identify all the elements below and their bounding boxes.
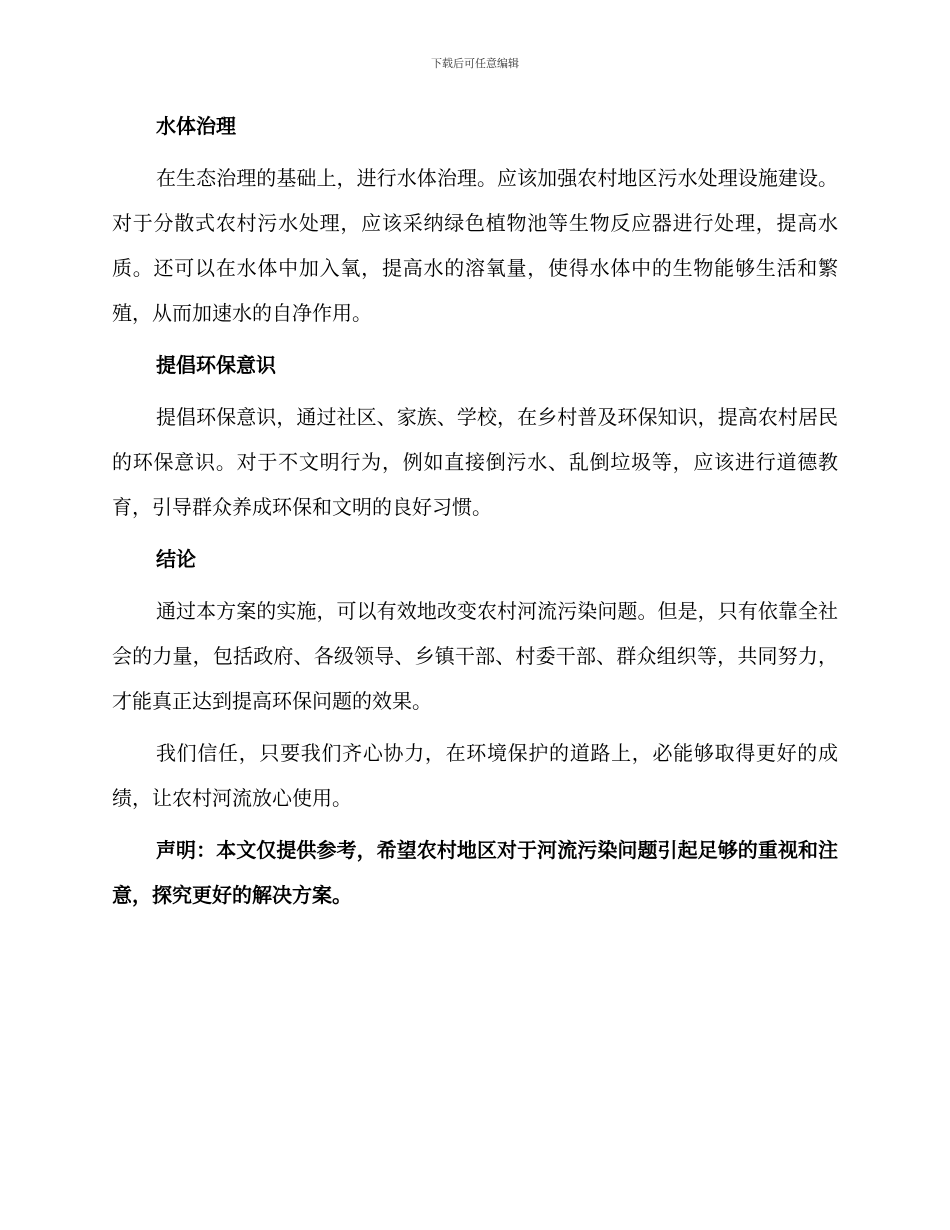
- page-header: 下载后可任意编辑: [431, 57, 519, 70]
- paragraph-conclusion-2: 我们信任，只要我们齐心协力，在环境保护的道路上，必能够取得更好的成绩，让农村河流放心使用。: [112, 741, 838, 810]
- paragraph-water-treatment: 在生态治理的基础上，进行水体治理。应该加强农村地区污水处理设施建设。对于分散式农村污水处理，应该采纳绿色植物池等生物反应器进行处理，提高水质。还可以在水体中加入氧，提高水的溶氧量，使得水体中的生物能够生活和繁殖，从而加速水的自净作用。: [112, 166, 838, 325]
- paragraph-conclusion-1: 通过本方案的实施，可以有效地改变农村河流污染问题。但是，只有依靠全社会的力量，包括政府、各级领导、乡镇干部、村委干部、群众组织等，共同努力，才能真正达到提高环保问题的效果。: [112, 599, 838, 713]
- paragraph-environmental-awareness: 提倡环保意识，通过社区、家族、学校，在乡村普及环保知识，提高农村居民的环保意识。对于不文明行为，例如直接倒污水、乱倒垃圾等，应该进行道德教育，引导群众养成环保和文明的良好习惯。: [112, 405, 838, 519]
- section-heading-environmental-awareness: 提倡环保意识: [156, 353, 276, 377]
- document-body: [112, 104, 838, 925]
- statement-paragraph: 声明：本文仅提供参考，希望农村地区对于河流污染问题引起足够的重视和注意，探究更好的解决方案。: [112, 838, 838, 907]
- section-heading-conclusion: 结论: [156, 547, 196, 571]
- section-heading-water-treatment: 水体治理: [156, 114, 236, 138]
